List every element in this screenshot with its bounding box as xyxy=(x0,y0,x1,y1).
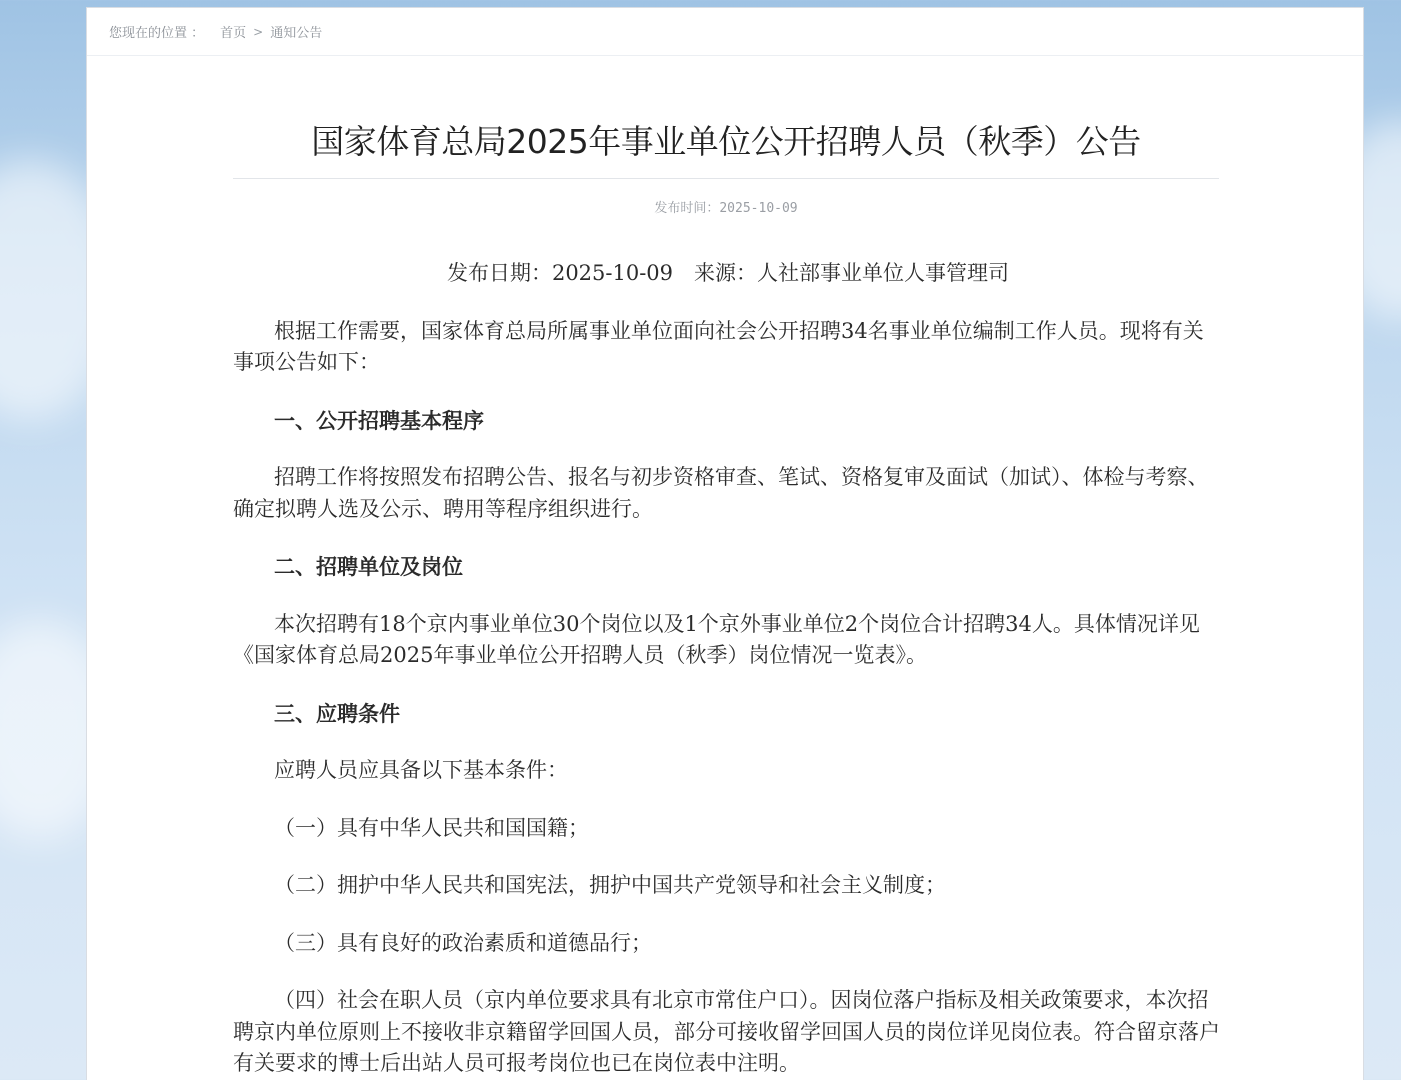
condition-item: （四）社会在职人员（京内单位要求具有北京市常住户口）。因岗位落户指标及相关政策要求，本次招聘京内单位原则上不接收非京籍留学回国人员，部分可接收留学回国人员的岗位详见岗位表。符合留京落户有关要求的博士后出站人员可报考岗位也已在岗位表中注明。 xyxy=(233,988,1220,1075)
section-paragraph: 本次招聘有18个京内事业单位30个岗位以及1个京外事业单位2个岗位合计招聘34人。具体情况详见《国家体育总局2025年事业单位公开招聘人员（秋季）岗位情况一览表》。 xyxy=(233,611,1200,667)
article-page xyxy=(86,7,1364,1080)
intro-paragraph: 根据工作需要，国家体育总局所属事业单位面向社会公开招聘34名事业单位编制工作人员。现将有关事项公告如下： xyxy=(233,318,1204,374)
condition-item: （一）具有中华人民共和国国籍； xyxy=(274,815,589,840)
breadcrumb xyxy=(87,8,1363,56)
condition-item: （二）拥护中华人民共和国宪法，拥护中国共产党领导和社会主义制度； xyxy=(274,873,946,897)
section-heading: 一、公开招聘基本程序 xyxy=(274,407,484,433)
section-heading: 三、应聘条件 xyxy=(274,700,400,726)
breadcrumb-label: 您现在的位置 ： xyxy=(109,26,205,41)
publish-time: 发布时间：2025-10-09 xyxy=(654,201,798,216)
title-divider xyxy=(233,178,1219,179)
breadcrumb-current-link[interactable]: 通知公告 xyxy=(270,26,323,41)
page-title: 国家体育总局2025年事业单位公开招聘人员（秋季）公告 xyxy=(311,122,1141,161)
chevron-right-icon: > xyxy=(253,24,264,39)
article-body xyxy=(233,258,1223,1080)
condition-item: （三）具有良好的政治素质和道德品行； xyxy=(274,930,652,955)
section-paragraph: 招聘工作将按照发布招聘公告、报名与初步资格审查、笔试、资格复审及面试（加试）、体检与考察、确定拟聘人选及公示、聘用等程序组织进行。 xyxy=(233,465,1209,521)
section-paragraph: 应聘人员应具备以下基本条件： xyxy=(274,758,568,782)
section-heading: 二、招聘单位及岗位 xyxy=(274,554,463,579)
breadcrumb-home-link[interactable]: 首页 xyxy=(220,26,247,41)
meta-line: 发布日期：2025-10-09 来源：人社部事业单位人事管理司 xyxy=(446,261,1010,285)
